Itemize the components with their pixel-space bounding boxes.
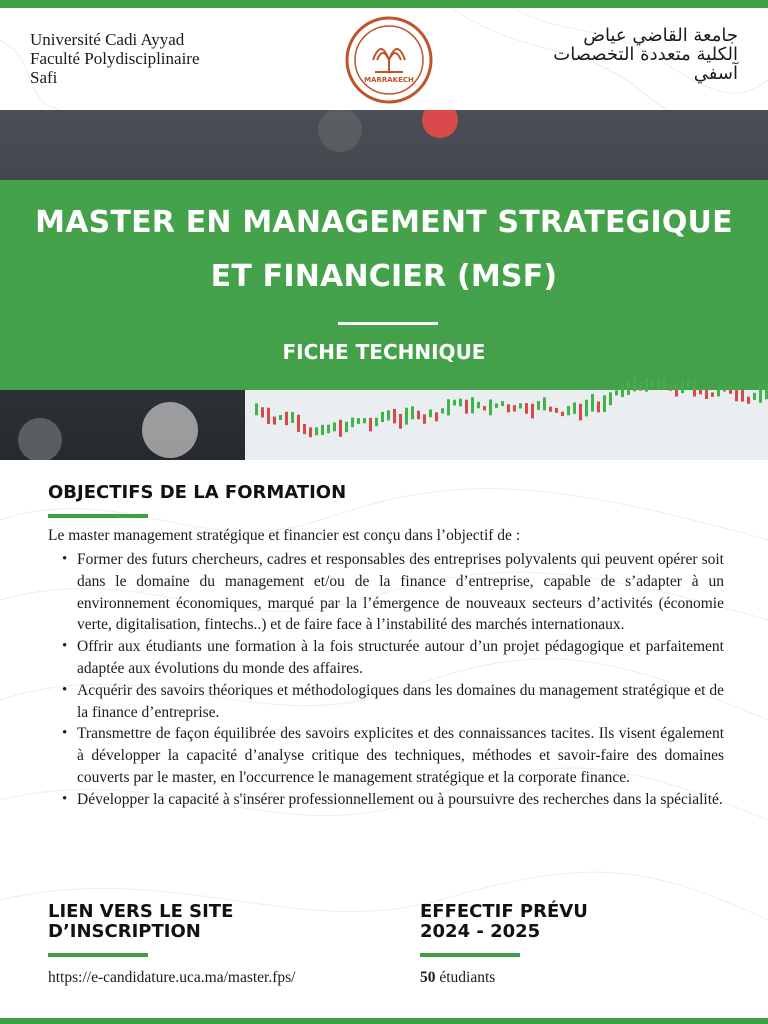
faculty-line: Faculté Polydisciplinaire	[30, 49, 200, 68]
candle-decoration	[417, 411, 420, 420]
candle-decoration	[609, 392, 612, 405]
candle-decoration	[459, 399, 462, 407]
candle-decoration	[597, 401, 600, 412]
candle-decoration	[471, 397, 474, 413]
registration-heading-line: D’INSCRIPTION	[48, 921, 201, 942]
candle-decoration	[549, 407, 552, 412]
candle-decoration	[309, 427, 312, 437]
candle-decoration	[753, 393, 756, 400]
candle-decoration	[489, 399, 492, 415]
candle-decoration	[513, 405, 516, 411]
program-title-line: ET FINANCIER (MSF)	[210, 259, 558, 294]
candle-decoration	[501, 401, 504, 406]
list-item: • Acquérir des savoirs théoriques et méthodologiques dans les domaines du management stratégique et de la finance d’entreprise.	[77, 680, 724, 724]
list-item: • Développer la capacité à s'insérer professionnellement ou à poursuivre des recherches dans la spécialité.	[77, 789, 724, 811]
candle-decoration	[387, 410, 390, 420]
faculty-line-ar: الكلية متعددة التخصصات	[553, 44, 738, 65]
capacity-heading-rule	[420, 953, 520, 957]
candle-decoration	[441, 408, 444, 413]
candle-decoration	[435, 412, 438, 421]
candle-decoration	[267, 408, 270, 424]
registration-heading-line: LIEN VERS LE SITE	[48, 901, 234, 922]
university-seal-icon	[345, 16, 433, 104]
university-line: Université Cadi Ayyad	[30, 30, 185, 49]
candle-decoration	[495, 403, 498, 408]
capacity-heading	[420, 902, 588, 942]
candle-decoration	[567, 406, 570, 415]
candle-decoration	[447, 399, 450, 415]
candle-decoration	[525, 403, 528, 414]
candle-decoration	[603, 395, 606, 412]
candle-decoration	[507, 404, 510, 412]
candle-decoration	[291, 412, 294, 423]
candle-decoration	[297, 415, 300, 432]
candle-decoration	[465, 400, 468, 414]
candle-decoration	[615, 390, 618, 395]
candle-decoration	[339, 420, 342, 437]
hero-banner	[0, 110, 768, 460]
candle-decoration	[741, 390, 744, 402]
list-item: • Offrir aux étudiants une formation à la fois structurée autour d’un projet pédagogique et parfaitement adaptée aux évolutions du monde des affaires.	[77, 636, 724, 680]
candle-decoration	[519, 403, 522, 408]
program-title-line: MASTER EN MANAGEMENT STRATEGIQUE	[35, 205, 733, 240]
bottom-accent-bar	[0, 1018, 768, 1024]
candle-decoration	[375, 418, 378, 427]
candle-decoration	[585, 400, 588, 417]
candle-decoration	[357, 418, 360, 424]
candle-decoration	[321, 425, 324, 435]
document-subtitle: FICHE TECHNIQUE	[282, 340, 486, 364]
top-accent-bar	[0, 0, 768, 8]
program-title	[0, 196, 768, 304]
candle-decoration	[363, 418, 366, 423]
candle-decoration	[747, 397, 750, 404]
candle-decoration	[255, 403, 258, 415]
registration-link[interactable]: https://e-candidature.uca.ma/master.fps/	[48, 969, 296, 986]
candle-decoration	[261, 407, 264, 417]
candle-decoration	[285, 412, 288, 425]
candle-decoration	[327, 425, 330, 434]
candle-decoration	[399, 414, 402, 429]
candle-decoration	[537, 401, 540, 410]
candle-decoration	[303, 424, 306, 434]
university-line-ar: جامعة القاضي عياض	[583, 25, 738, 46]
objectives-list	[77, 549, 724, 811]
objectives-intro: Le master management stratégique et financier est conçu dans l’objectif de :	[48, 527, 521, 544]
capacity-heading-line: EFFECTIF PRÉVU	[420, 901, 588, 922]
candle-decoration	[429, 409, 432, 417]
list-item: • Transmettre de façon équilibrée des savoirs explicites et des connaissances tacites. Ils visent également à développer la capacité d’analyse critique des techniques, méthodes et savoir-faire des domaines couverts par le master, en l'occurrence le management stratégique et la corporate finance.	[77, 723, 724, 788]
candle-decoration	[315, 427, 318, 435]
city-line-ar: آسفي	[693, 63, 738, 84]
university-name-ar	[553, 26, 738, 83]
city-line: Safi	[30, 68, 58, 87]
logo-text: MARRAKECH	[364, 76, 414, 84]
candle-decoration	[411, 406, 414, 419]
candle-decoration	[393, 409, 396, 423]
candle-decoration	[279, 415, 282, 420]
candle-decoration	[561, 412, 564, 416]
student-count: 50	[420, 969, 436, 986]
candle-decoration	[591, 394, 594, 412]
candle-decoration	[483, 406, 486, 410]
candle-decoration	[555, 408, 558, 413]
candle-decoration	[711, 392, 714, 396]
capacity-heading-line: 2024 - 2025	[420, 921, 541, 942]
candle-decoration	[273, 417, 276, 425]
candle-decoration	[453, 400, 456, 406]
objectives-heading: OBJECTIFS DE LA FORMATION	[48, 482, 347, 503]
registration-heading-rule	[48, 953, 148, 957]
capacity-value	[420, 969, 495, 987]
registration-heading	[48, 902, 233, 942]
candle-decoration	[381, 412, 384, 422]
candle-decoration	[345, 422, 348, 433]
title-divider	[338, 322, 438, 325]
student-unit: étudiants	[439, 969, 496, 986]
candle-decoration	[351, 418, 354, 428]
candle-decoration	[369, 418, 372, 432]
list-item: • Former des futurs chercheurs, cadres et responsables des entreprises polyvalents qui peuvent opérer soit dans le domaine du management et/ou de la finance d’entreprise, capable de s’adapter à un environnement économiques, marqué par la l’émergence de nouveaux secteurs d’activités (économie verte, digitalisation, fintechs..) et de faire face à l’instabilité des marchés internationaux.	[77, 549, 724, 636]
university-name-fr	[30, 30, 200, 87]
candle-decoration	[477, 402, 480, 408]
candle-decoration	[531, 404, 534, 419]
candle-decoration	[543, 397, 546, 410]
candle-decoration	[423, 414, 426, 424]
objectives-heading-rule	[48, 514, 148, 518]
candle-decoration	[333, 422, 336, 431]
candle-decoration	[579, 404, 582, 421]
candle-decoration	[573, 402, 576, 413]
candle-decoration	[705, 389, 708, 399]
candle-decoration	[405, 408, 408, 425]
